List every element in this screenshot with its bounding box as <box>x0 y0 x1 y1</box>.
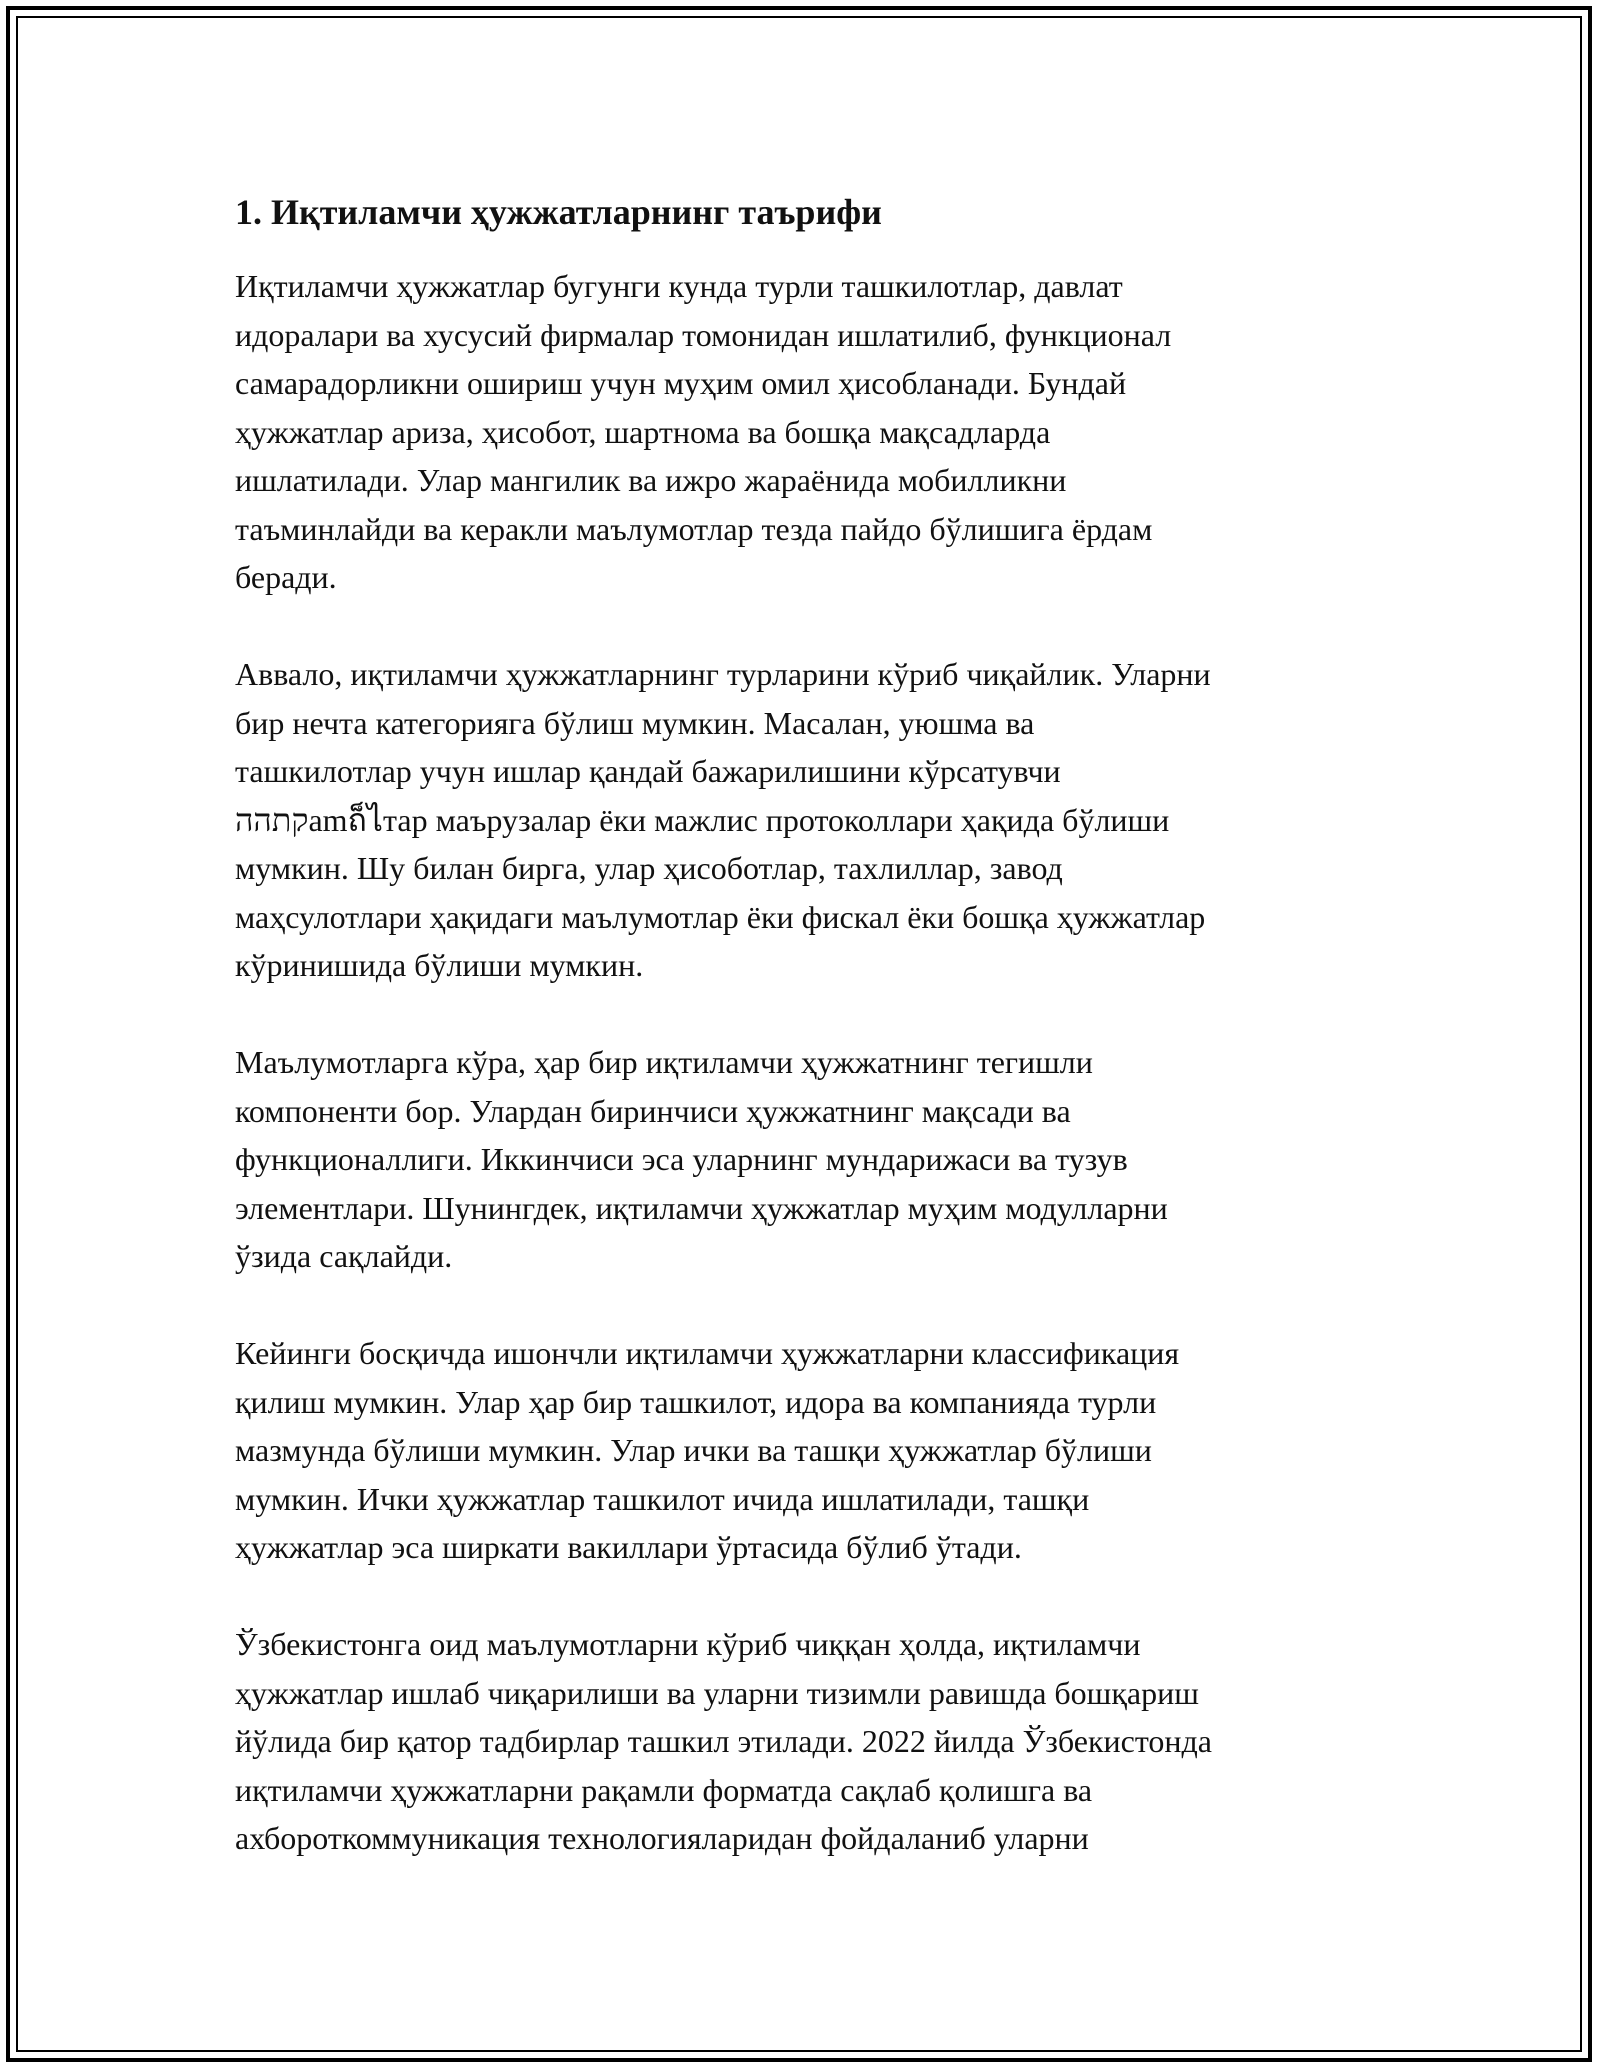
document-body <box>235 188 1370 1911</box>
paragraph-definition: Иқтиламчи ҳужжатлар бугунги кунда турли ташкилотлар, давлат идоралари ва хусусий фирмалар томонидан ишлатилиб, функционал самарадорликни ошириш учун муҳим омил ҳисобланади. Бундай ҳужжатлар ариза, ҳисобот, шартнома ва бошқа мақсадларда ишлатилади. Улар мангилик ва ижро жараёнида мобилликни таъминлайди ва керакли маълумотлар тезда пайдо бўлишига ёрдам беради. <box>235 268 1172 595</box>
paragraph-components: Маълумотларга кўра, ҳар бир иқтиламчи ҳужжатнинг тегишли компоненти бор. Улардан биринчиси ҳужжатнинг мақсади ва функционаллиги. Иккинчиси эса уларнинг мундарижаси ва тузув элементлари. Шунингдек, иқтиламчи ҳужжатлар муҳим модулларни ўзида сақлайди. <box>235 1044 1168 1274</box>
paragraph-types: Аввало, иқтиламчи ҳужжатларнинг турларини кўриб чиқайлик. Уларни бир нечта категорияга бўлиш мумкин. Масалан, уюшма ва ташкилотлар учун ишлар қандай бажарилишини кўрсатувчи קתההamถ็ไтар маърузалар ёки мажлис протоколлари ҳақида бўлиши мумкин. Шу билан бирга, улар ҳисоботлар, тахлиллар, завод маҳсулотлари ҳақидаги маълумотлар ёки фискал ёки бошқа ҳужжатлар кўринишида бўлиши мумкин. <box>235 656 1211 983</box>
section-heading: 1. Иқтиламчи ҳужжатларнинг таърифи <box>235 192 882 232</box>
paragraph-uzbekistan: Ўзбекистонга оид маълумотларни кўриб чиққан ҳолда, иқтиламчи ҳужжатлар ишлаб чиқарилиши ва уларни тизимли равишда бошқариш йўлида бир қатор тадбирлар ташкил этилади. 2022 йилда Ўзбекистонда иқтиламчи ҳужжатларни рақамли форматда сақлаб қолишга ва ахбороткоммуникация технологияларидан фойдаланиб уларни <box>235 1626 1212 1856</box>
paragraph-classification: Кейинги босқичда ишончли иқтиламчи ҳужжатларни классификация қилиш мумкин. Улар ҳар бир ташкилот, идора ва компанияда турли мазмунда бўлиши мумкин. Улар ички ва ташқи ҳужжатлар бўлиши мумкин. Ички ҳужжатлар ташкилот ичида ишлатилади, ташқи ҳужжатлар эса ширкати вакиллари ўртасида бўлиб ўтади. <box>235 1335 1180 1565</box>
